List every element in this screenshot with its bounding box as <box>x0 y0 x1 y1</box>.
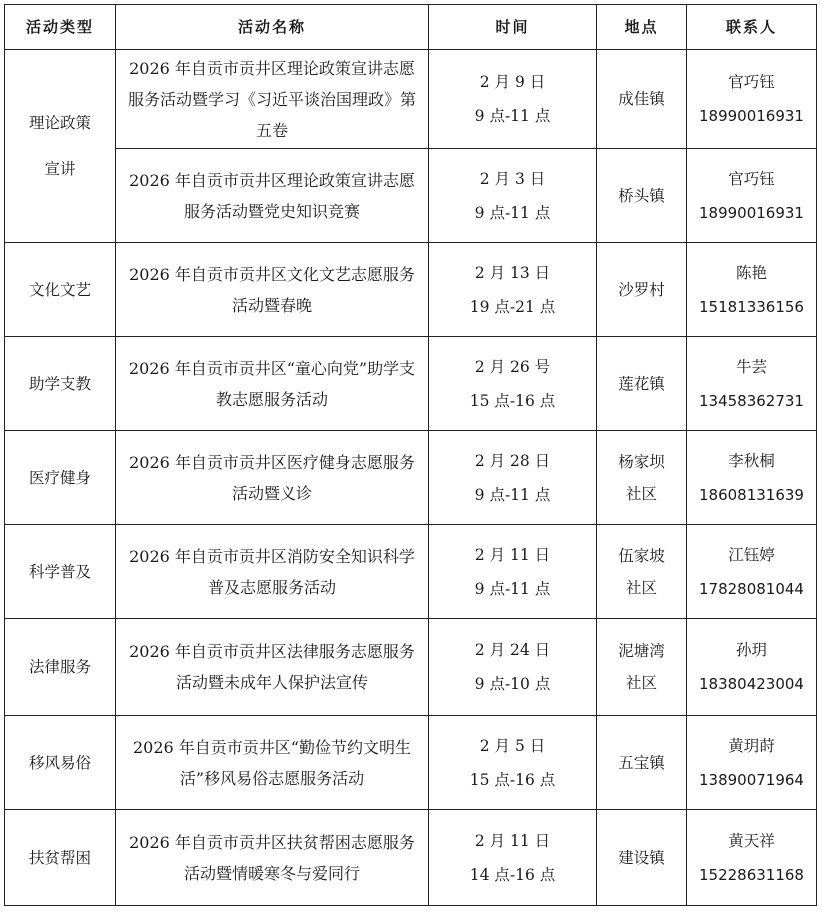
table-row <box>5 243 817 337</box>
activity-place: 五宝镇 <box>597 716 687 810</box>
activity-hours: 9 点-11 点 <box>474 579 551 598</box>
activity-type-cell <box>5 431 116 525</box>
activity-place: 建设镇 <box>597 810 687 906</box>
activity-type-cell <box>5 810 116 906</box>
activity-date: 2 月 3 日 <box>479 169 546 188</box>
contact-cell <box>687 243 817 337</box>
contact-name: 黄玥莳 <box>728 736 775 755</box>
contact-phone: 18380423004 <box>699 675 804 693</box>
activity-type: 扶贫帮困 <box>28 848 91 867</box>
activity-type: 移风易俗 <box>28 753 91 772</box>
table-row <box>5 525 817 619</box>
activity-name: 2026 年自贡市贡井区消防安全知识科学普及志愿服务活动 <box>116 525 429 619</box>
activity-type: 文化文艺 <box>28 280 91 299</box>
contact-phone: 13890071964 <box>699 770 804 789</box>
activity-type: 医疗健身 <box>28 468 91 487</box>
contact-name: 官巧钰 <box>728 73 775 91</box>
contact-cell <box>687 810 817 906</box>
activity-hours: 9 点-11 点 <box>474 203 551 222</box>
activity-time-cell <box>429 243 597 337</box>
activity-name: 2026 年自贡市贡井区“童心向党”助学支教志愿服务活动 <box>116 337 429 431</box>
table-row <box>5 619 817 716</box>
activity-hours: 9 点-11 点 <box>474 485 551 504</box>
activity-hours: 9 点-10 点 <box>474 675 551 693</box>
contact-cell <box>687 431 817 525</box>
activity-date: 2 月 11 日 <box>474 545 551 564</box>
activity-date: 2 月 5 日 <box>479 736 546 755</box>
activity-name: 2026 年自贡市贡井区文化文艺志愿服务活动暨春晚 <box>116 243 429 337</box>
activity-name: 2026 年自贡市贡井区医疗健身志愿服务活动暨义诊 <box>116 431 429 525</box>
activity-place: 沙罗村 <box>597 243 687 337</box>
activity-type: 法律服务 <box>28 658 91 676</box>
header-type: 活动类型 <box>5 5 116 50</box>
activity-place: 桥头镇 <box>597 149 687 243</box>
activity-name: 2026 年自贡市贡井区法律服务志愿服务活动暨未成年人保护法宣传 <box>116 619 429 716</box>
activity-type-cell <box>5 50 116 243</box>
activity-date: 2 月 28 日 <box>474 451 551 470</box>
contact-cell <box>687 716 817 810</box>
activity-time-cell <box>429 149 597 243</box>
activity-type: 科学普及 <box>28 562 91 581</box>
contact-cell <box>687 50 817 149</box>
table-row <box>5 337 817 431</box>
contact-name: 孙玥 <box>735 641 767 659</box>
contact-cell <box>687 525 817 619</box>
contact-cell <box>687 619 817 716</box>
contact-cell <box>687 337 817 431</box>
contact-name: 牛芸 <box>735 357 767 376</box>
activity-date: 2 月 24 日 <box>474 641 551 659</box>
activity-time-cell <box>429 810 597 906</box>
activity-time-cell <box>429 337 597 431</box>
activity-place: 成佳镇 <box>597 50 687 149</box>
activity-time-cell <box>429 716 597 810</box>
contact-phone: 13458362731 <box>699 391 804 410</box>
contact-phone: 18990016931 <box>699 203 804 222</box>
activity-type-cell <box>5 619 116 716</box>
activity-time-cell <box>429 431 597 525</box>
contact-phone: 15181336156 <box>699 297 804 316</box>
activity-hours: 9 点-11 点 <box>474 107 551 125</box>
contact-phone: 17828081044 <box>699 579 804 598</box>
activity-place: 泥塘湾社区 <box>597 619 687 716</box>
activity-place: 杨家坝社区 <box>597 431 687 525</box>
activity-table <box>4 4 817 906</box>
activity-name: 2026 年自贡市贡井区理论政策宣讲志愿服务活动暨学习《习近平谈治国理政》第五卷 <box>116 50 429 149</box>
table-body <box>5 50 817 906</box>
header-time: 时间 <box>429 5 597 50</box>
activity-hours: 14 点-16 点 <box>469 865 556 884</box>
header-name: 活动名称 <box>116 5 429 50</box>
activity-hours: 15 点-16 点 <box>469 770 556 789</box>
contact-cell <box>687 149 817 243</box>
table-row <box>5 810 817 906</box>
activity-type: 理论政策宣讲 <box>28 114 91 178</box>
table-row <box>5 50 817 149</box>
activity-type-cell <box>5 337 116 431</box>
header-contact: 联系人 <box>687 5 817 50</box>
table-row <box>5 716 817 810</box>
contact-name: 江钰婷 <box>728 545 775 564</box>
activity-date: 2 月 13 日 <box>474 263 551 282</box>
activity-name: 2026 年自贡市贡井区理论政策宣讲志愿服务活动暨党史知识竞赛 <box>116 149 429 243</box>
table-row <box>5 431 817 525</box>
activity-hours: 15 点-16 点 <box>469 391 556 410</box>
activity-date: 2 月 9 日 <box>479 73 546 91</box>
activity-type-cell <box>5 716 116 810</box>
activity-date: 2 月 26 号 <box>474 357 551 376</box>
header-place: 地点 <box>597 5 687 50</box>
contact-phone: 15228631168 <box>699 865 804 884</box>
table-row <box>5 149 817 243</box>
contact-phone: 18990016931 <box>699 107 804 125</box>
header-row <box>5 5 817 50</box>
activity-place: 莲花镇 <box>597 337 687 431</box>
activity-time-cell <box>429 50 597 149</box>
activity-time-cell <box>429 619 597 716</box>
activity-type-cell <box>5 243 116 337</box>
contact-name: 黄天祥 <box>728 831 775 850</box>
contact-name: 官巧钰 <box>728 169 775 188</box>
activity-type-cell <box>5 525 116 619</box>
activity-name: 2026 年自贡市贡井区扶贫帮困志愿服务活动暨情暖寒冬与爱同行 <box>116 810 429 906</box>
contact-name: 李秋桐 <box>728 451 775 470</box>
contact-name: 陈艳 <box>735 263 767 282</box>
activity-place: 伍家坡社区 <box>597 525 687 619</box>
contact-phone: 18608131639 <box>699 485 804 504</box>
activity-type: 助学支教 <box>28 374 91 393</box>
activity-time-cell <box>429 525 597 619</box>
activity-hours: 19 点-21 点 <box>469 297 556 316</box>
activity-name: 2026 年自贡市贡井区“勤俭节约文明生活”移风易俗志愿服务活动 <box>116 716 429 810</box>
activity-date: 2 月 11 日 <box>474 831 551 850</box>
